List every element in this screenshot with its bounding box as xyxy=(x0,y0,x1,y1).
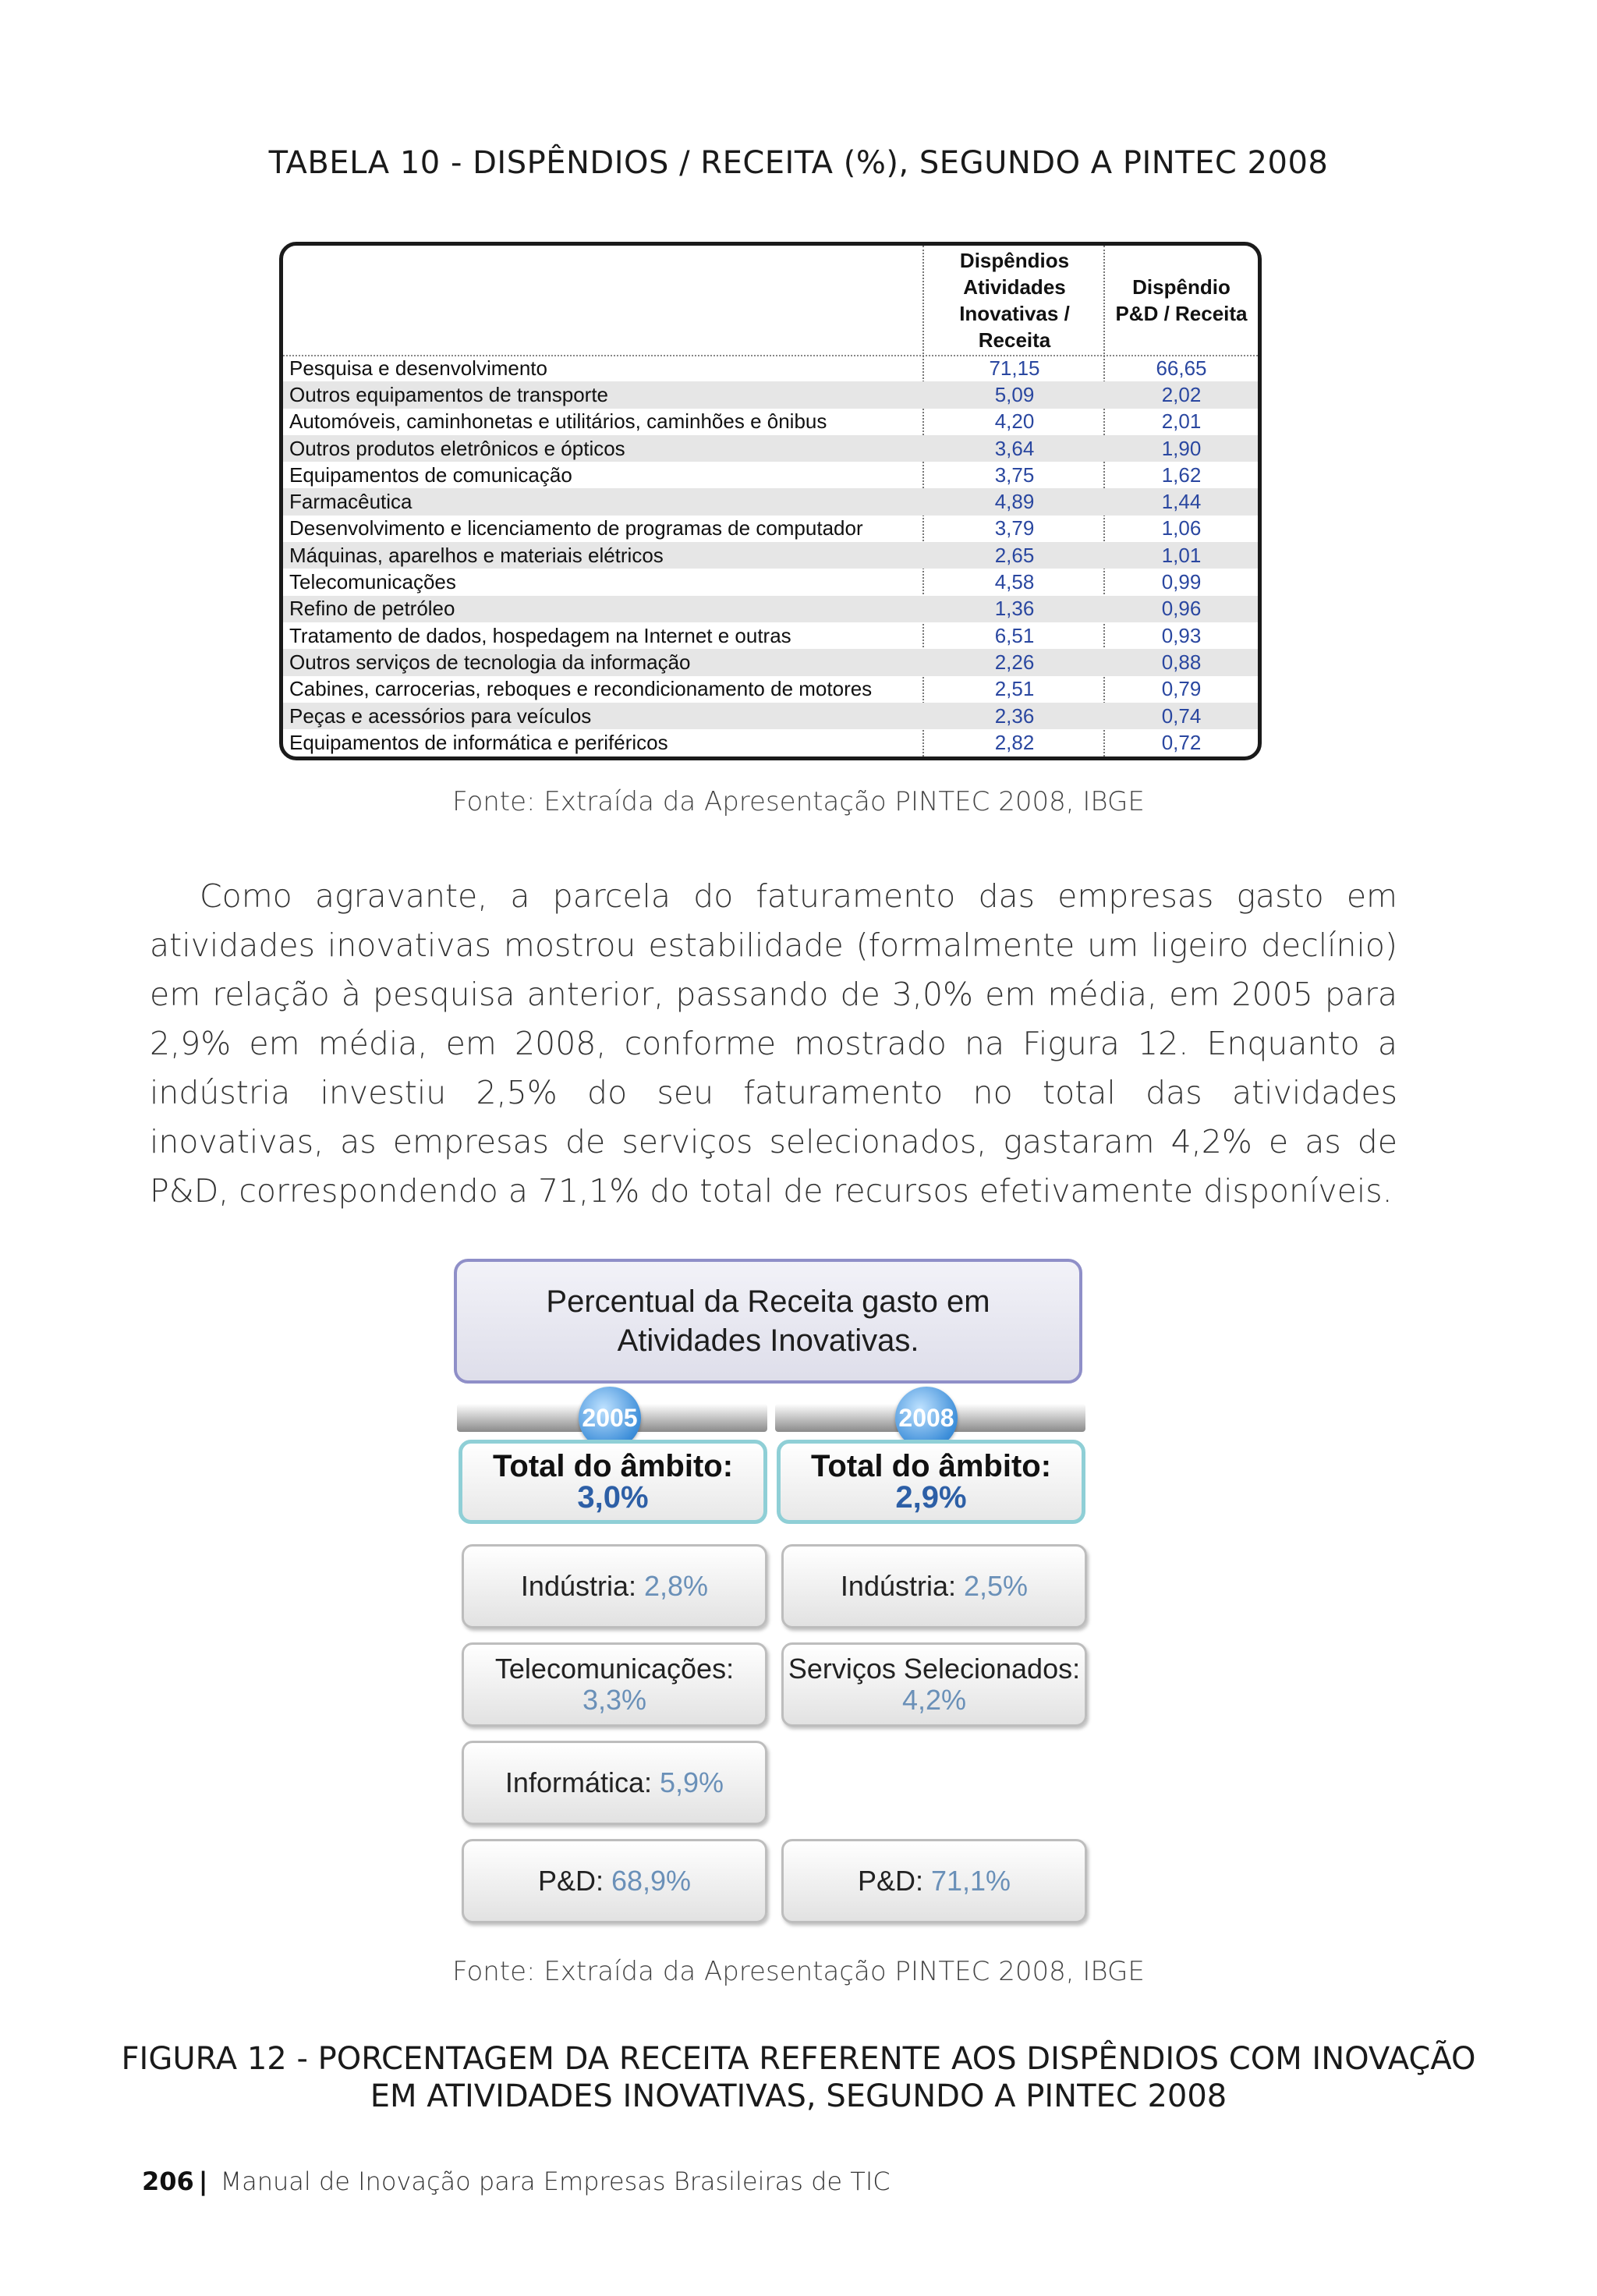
industria-box-2008 xyxy=(781,1544,1087,1628)
row-label: Telecomunicações xyxy=(289,570,456,594)
row-value-atividades: 2,65 xyxy=(994,543,1035,567)
row-value-atividades: 5,09 xyxy=(994,382,1035,406)
row-label: Tratamento de dados, hospedagem na Internet e outras xyxy=(289,623,791,647)
row-label: Equipamentos de comunicação xyxy=(289,462,572,487)
row-value-pd: 0,96 xyxy=(1161,597,1202,621)
footer-title: Manual de Inovação para Empresas Brasileiras de TIC xyxy=(220,2167,891,2196)
table-row xyxy=(283,542,1258,569)
page-footer xyxy=(142,2167,891,2196)
table-row xyxy=(283,703,1258,729)
header-dispendios-atividades: Dispêndios Atividades Inovativas / Receita xyxy=(959,249,1070,352)
table-row xyxy=(283,649,1258,675)
sector-value: 71,1% xyxy=(930,1865,1011,1897)
row-value-atividades: 1,36 xyxy=(994,597,1035,621)
row-label: Outros serviços de tecnologia da informação xyxy=(289,650,691,674)
sector-label: Indústria: xyxy=(840,1570,956,1602)
table-row xyxy=(283,729,1258,756)
total-label: Total do âmbito: xyxy=(810,1449,1052,1483)
row-value-atividades: 2,26 xyxy=(994,650,1035,674)
row-value-pd: 1,62 xyxy=(1161,462,1202,487)
table-header-row xyxy=(283,246,1258,356)
row-value-pd: 0,79 xyxy=(1161,677,1202,701)
data-table xyxy=(279,242,1262,760)
table-row xyxy=(283,488,1258,515)
row-value-atividades: 4,89 xyxy=(994,490,1035,514)
row-value-pd: 2,01 xyxy=(1161,409,1202,434)
row-value-atividades: 2,36 xyxy=(994,703,1035,728)
sector-value: 2,8% xyxy=(644,1570,709,1602)
row-label: Equipamentos de informática e periféricos xyxy=(289,730,668,754)
pd-box-2005 xyxy=(462,1839,767,1923)
table-row xyxy=(283,435,1258,462)
table-title: TABELA 10 - DISPÊNDIOS / RECEITA (%), SEGUNDO A PINTEC 2008 xyxy=(268,145,1329,181)
table-row xyxy=(283,381,1258,408)
sector-value: 68,9% xyxy=(611,1865,692,1897)
total-label: Total do âmbito: xyxy=(492,1449,734,1483)
row-label: Cabines, carrocerias, reboques e recondicionamento de motores xyxy=(289,677,873,701)
figure-title-box: Percentual da Receita gasto em Atividades Inovativas. xyxy=(454,1259,1082,1384)
row-label: Outros equipamentos de transporte xyxy=(289,382,609,406)
sector-label: Telecomunicações: xyxy=(494,1653,735,1685)
sector-label: P&D: xyxy=(857,1865,923,1897)
total-value: 2,9% xyxy=(895,1480,967,1515)
row-value-atividades: 3,75 xyxy=(994,462,1035,487)
table-body xyxy=(283,355,1258,756)
table-row xyxy=(283,676,1258,703)
table-row xyxy=(283,569,1258,595)
row-value-atividades: 3,79 xyxy=(994,516,1035,540)
industria-box-2005 xyxy=(462,1544,767,1628)
table-row xyxy=(283,622,1258,649)
row-value-atividades: 4,58 xyxy=(994,570,1035,594)
body-paragraph: Como agravante, a parcela do faturamento das empresas gasto em atividades inovativas mostrou estabilidade (formalmente um ligeiro declínio) em relação à pesquisa anterior, passando de 3,0% em média, em 2005 para 2,9% em média, em 2008, conforme mostrado na Figura 12. Enquanto a indústria investiu 2,5% do seu faturamento no total das atividades inovativas, as empresas de serviços selecionados, gastaram 4,2% e as de P&D, correspondendo a 71,1% do total de recursos efetivamente disponíveis. xyxy=(150,877,1397,1210)
year-badge-2005: 2005 xyxy=(579,1387,641,1449)
header-dispendio-pd: Dispêndio P&D / Receita xyxy=(1115,275,1248,325)
servicos-box-2008 xyxy=(781,1642,1087,1727)
sector-value: 3,3% xyxy=(582,1684,647,1716)
sector-value: 2,5% xyxy=(964,1570,1029,1602)
row-label: Máquinas, aparelhos e materiais elétricos xyxy=(289,543,664,567)
row-label: Peças e acessórios para veículos xyxy=(289,703,592,728)
row-label: Farmacêutica xyxy=(289,490,413,514)
pd-box-2008 xyxy=(781,1839,1087,1923)
total-box-2005 xyxy=(459,1440,767,1524)
row-value-atividades: 6,51 xyxy=(994,623,1035,647)
row-value-pd: 1,90 xyxy=(1161,436,1202,460)
row-value-atividades: 71,15 xyxy=(989,356,1040,380)
row-value-pd: 1,06 xyxy=(1161,516,1202,540)
sector-label: Serviços Selecionados: xyxy=(788,1653,1081,1685)
row-value-atividades: 2,51 xyxy=(994,677,1035,701)
row-label: Automóveis, caminhonetas e utilitários, caminhões e ônibus xyxy=(289,409,827,434)
table-row xyxy=(283,355,1258,381)
sector-value: 4,2% xyxy=(901,1684,967,1716)
page-number: 206 xyxy=(142,2167,194,2196)
table-row xyxy=(283,596,1258,622)
row-label: Refino de petróleo xyxy=(289,597,455,621)
row-value-pd: 0,72 xyxy=(1161,730,1202,754)
figure-source: Fonte: Extraída da Apresentação PINTEC 2008, IBGE xyxy=(452,1956,1145,1987)
row-label: Desenvolvimento e licenciamento de programas de computador xyxy=(289,516,863,540)
row-label: Outros produtos eletrônicos e ópticos xyxy=(289,436,625,460)
row-value-atividades: 3,64 xyxy=(994,436,1035,460)
table-row xyxy=(283,462,1258,488)
row-value-pd: 1,44 xyxy=(1161,490,1202,514)
sector-value: 5,9% xyxy=(660,1766,724,1798)
total-box-2008 xyxy=(777,1440,1085,1524)
footer-separator: | xyxy=(198,2167,208,2196)
year-badge-2008: 2008 xyxy=(895,1387,958,1449)
sector-label: Indústria: xyxy=(520,1570,636,1602)
row-value-pd: 0,99 xyxy=(1161,570,1202,594)
informatica-box-2005 xyxy=(462,1741,767,1825)
row-value-pd: 0,74 xyxy=(1161,703,1202,728)
row-value-pd: 1,01 xyxy=(1161,543,1202,567)
row-value-pd: 2,02 xyxy=(1161,382,1202,406)
row-value-pd: 66,65 xyxy=(1156,356,1207,380)
table-row xyxy=(283,516,1258,542)
row-value-pd: 0,93 xyxy=(1161,623,1202,647)
telecom-box-2005 xyxy=(462,1642,767,1727)
table-row xyxy=(283,409,1258,435)
row-value-pd: 0,88 xyxy=(1161,650,1202,674)
figure-caption: FIGURA 12 - PORCENTAGEM DA RECEITA REFERENTE AOS DISPÊNDIOS COM INOVAÇÃO EM ATIVIDADES INOVATIVAS, SEGUNDO A PINTEC 2008 xyxy=(121,2041,1476,2114)
table-source: Fonte: Extraída da Apresentação PINTEC 2008, IBGE xyxy=(452,786,1145,817)
total-value: 3,0% xyxy=(577,1480,649,1515)
row-label: Pesquisa e desenvolvimento xyxy=(289,356,547,380)
sector-label: Informática: xyxy=(505,1766,652,1798)
sector-label: P&D: xyxy=(537,1865,604,1897)
row-value-atividades: 2,82 xyxy=(994,730,1035,754)
figure-12 xyxy=(444,1256,1099,1934)
row-value-atividades: 4,20 xyxy=(994,409,1035,434)
